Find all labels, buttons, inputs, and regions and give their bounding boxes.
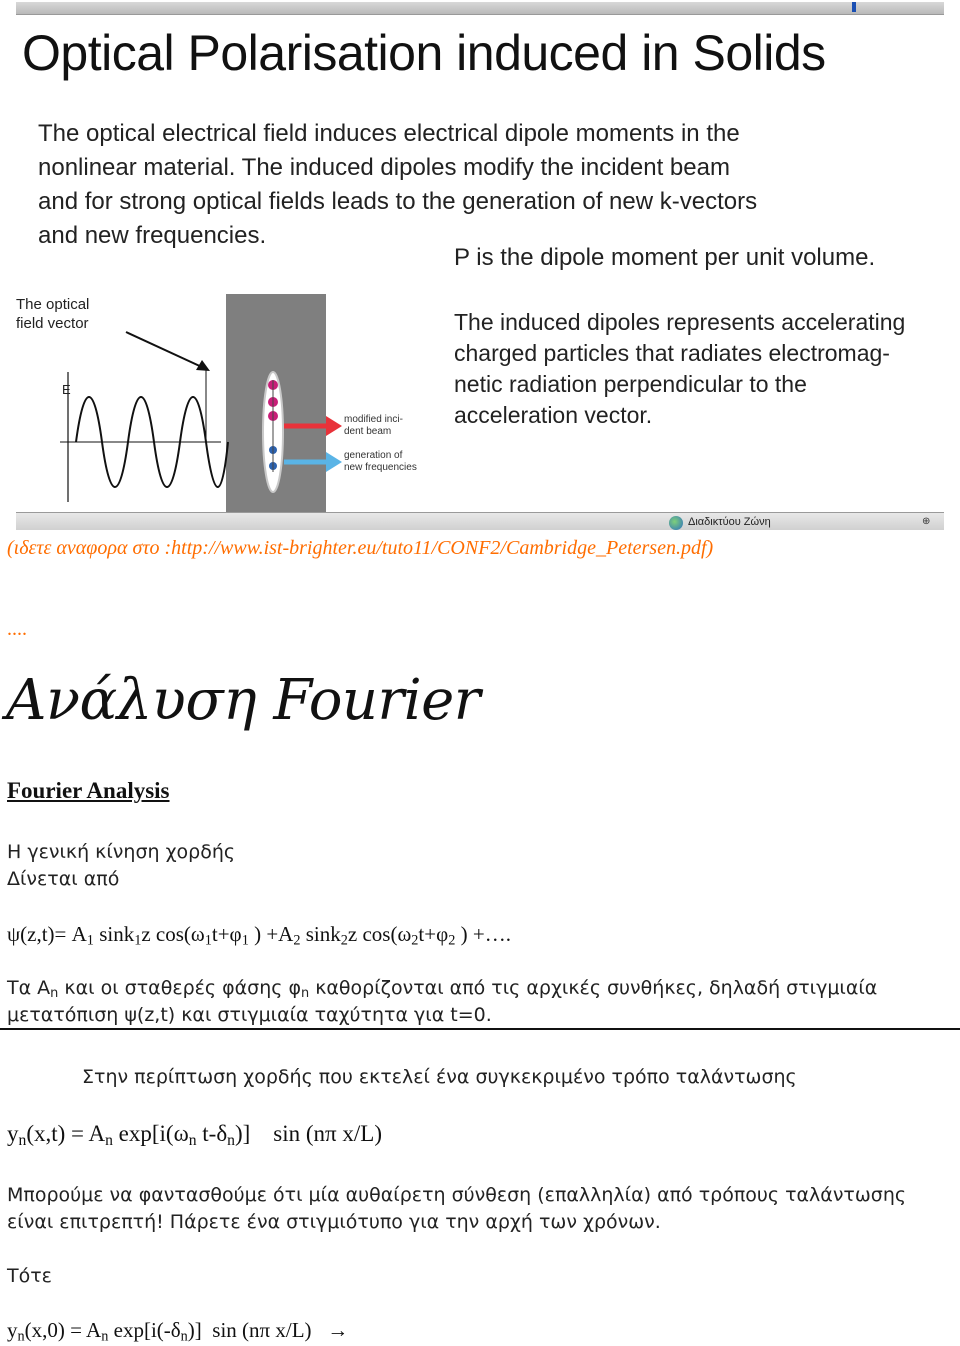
horizontal-rule	[0, 1028, 960, 1030]
paragraph-line: Τότε	[7, 1265, 52, 1287]
eq-part: ) +A	[248, 922, 294, 946]
eq-sub: 1	[241, 932, 249, 949]
slide-screenshot	[16, 2, 944, 530]
eq-sub: n	[227, 1131, 235, 1149]
mode-equation	[7, 1121, 382, 1150]
intro-line: nonlinear material. The induced dipoles modify the incident beam	[38, 154, 730, 181]
radiation-line: netic radiation perpendicular to the	[454, 371, 807, 397]
eq-part: )] sin (nπ x/L)	[234, 1121, 383, 1146]
eq-sub: n	[180, 1328, 188, 1345]
reference-link[interactable]: (ιδετε αναφορα στο :http://www.ist-brighter.eu/tuto11/CONF2/Cambridge_Petersen.pdf)	[7, 537, 714, 559]
field-vector-arrow	[126, 332, 204, 368]
intro-line: and for strong optical fields leads to the generation of new k-vectors	[38, 188, 758, 215]
eq-part: exp[i(ω	[112, 1121, 189, 1146]
paragraph-line: μετατόπιση ψ(z,t) και στιγμιαία ταχύτητα για t=0.	[7, 1004, 492, 1026]
globe-icon	[669, 516, 683, 530]
initial-mode-equation	[7, 1318, 348, 1346]
slide-title: Optical Polarisation induced in Solids	[22, 25, 826, 81]
modified-beam-line: dent beam	[344, 426, 392, 437]
text-part: και οι σταθερές φάσης φ	[58, 977, 301, 999]
eq-part: sink	[300, 922, 341, 946]
field-vector-line: The optical	[16, 296, 90, 313]
modified-beam-arrowhead	[326, 416, 342, 436]
intro-line: and new frequencies.	[38, 222, 267, 249]
eq-sub: 2	[411, 932, 419, 949]
eq-part: t-δ	[196, 1121, 228, 1146]
eq-part: ψ(z,t)= A	[7, 922, 87, 946]
eq-part: exp[i(-δ	[108, 1318, 181, 1342]
eq-part: t+φ	[418, 922, 449, 946]
eq-part: z cos(ω	[347, 922, 412, 946]
radiation-line: charged particles that radiates electromag-	[454, 340, 890, 366]
text-part: Τα A	[7, 977, 51, 999]
paragraph-line: Δίνεται από	[7, 868, 120, 890]
generation-line: new frequencies	[344, 462, 417, 473]
modified-beam-label	[344, 414, 434, 438]
e-field-label: E	[62, 382, 71, 397]
eq-sub: 2	[448, 932, 456, 949]
field-vector-line: field vector	[16, 315, 89, 332]
eq-sub: 2	[340, 932, 348, 949]
eq-sub: 1	[204, 932, 212, 949]
eq-sub: 1	[86, 932, 94, 949]
dipole-note: P is the dipole moment per unit volume.	[454, 244, 876, 271]
eq-part: y	[7, 1318, 18, 1342]
polarisation-diagram	[16, 2, 944, 512]
ellipsis-text: ....	[7, 618, 27, 640]
modified-beam-line: modified inci-	[344, 414, 403, 425]
eq-sub: n	[101, 1328, 109, 1345]
paragraph-line: Μπορούμε να φαντασθούμε ότι μία αυθαίρετη σύνθεση (επαλληλία) από τρόπους ταλάντωσης	[7, 1184, 907, 1206]
radiation-line: The induced dipoles represents accelerating	[454, 309, 906, 335]
eq-part: ) +….	[455, 922, 511, 946]
paragraph-line: Στην περίπτωση χορδής που εκτελεί ένα συγκεκριμένο τρόπο ταλάντωσης	[82, 1066, 797, 1088]
paragraph-line: Η γενική κίνηση χορδής	[7, 841, 236, 863]
eq-sub: n	[18, 1131, 27, 1149]
eq-sub: n	[17, 1328, 25, 1345]
zoom-icon[interactable]: ⊕	[922, 516, 931, 527]
intro-line: The optical electrical field induces electrical dipole moments in the	[38, 120, 740, 147]
eq-sub: 2	[293, 932, 301, 949]
page-heading: Ανάλυση Fourier	[6, 668, 481, 733]
generation-arrowhead	[326, 452, 342, 472]
paragraph-line	[7, 977, 877, 1001]
radiation-line: acceleration vector.	[454, 402, 653, 428]
browser-status-bar	[16, 512, 944, 530]
paragraph-line: είναι επιτρεπτή! Πάρετε ένα στιγμιότυπο για την αρχή των χρόνων.	[7, 1211, 661, 1233]
eq-part: sink	[93, 922, 135, 946]
wave-equation	[7, 922, 511, 950]
generation-line: generation of	[344, 450, 403, 461]
eq-part: (x,0) = A	[24, 1318, 102, 1342]
eq-part: (x,t) = A	[26, 1121, 106, 1146]
eq-part: y	[7, 1121, 19, 1146]
eq-sub: 1	[134, 932, 142, 949]
eq-part: )] sin (nπ x/L) →	[187, 1318, 349, 1342]
page-subheading: Fourier Analysis	[7, 778, 170, 803]
eq-part: t+φ	[211, 922, 242, 946]
eq-sub: n	[105, 1131, 113, 1149]
text-sub: n	[300, 986, 310, 1002]
text-part: καθορίζονται από τις αρχικές συνθήκες, δηλαδή στιγμιαία	[309, 977, 878, 999]
generation-label	[344, 450, 434, 474]
status-zone: Διαδικτύου Ζώνη	[688, 516, 771, 528]
eq-part: z cos(ω	[141, 922, 205, 946]
text-sub: n	[50, 986, 59, 1002]
eq-sub: n	[188, 1131, 197, 1149]
